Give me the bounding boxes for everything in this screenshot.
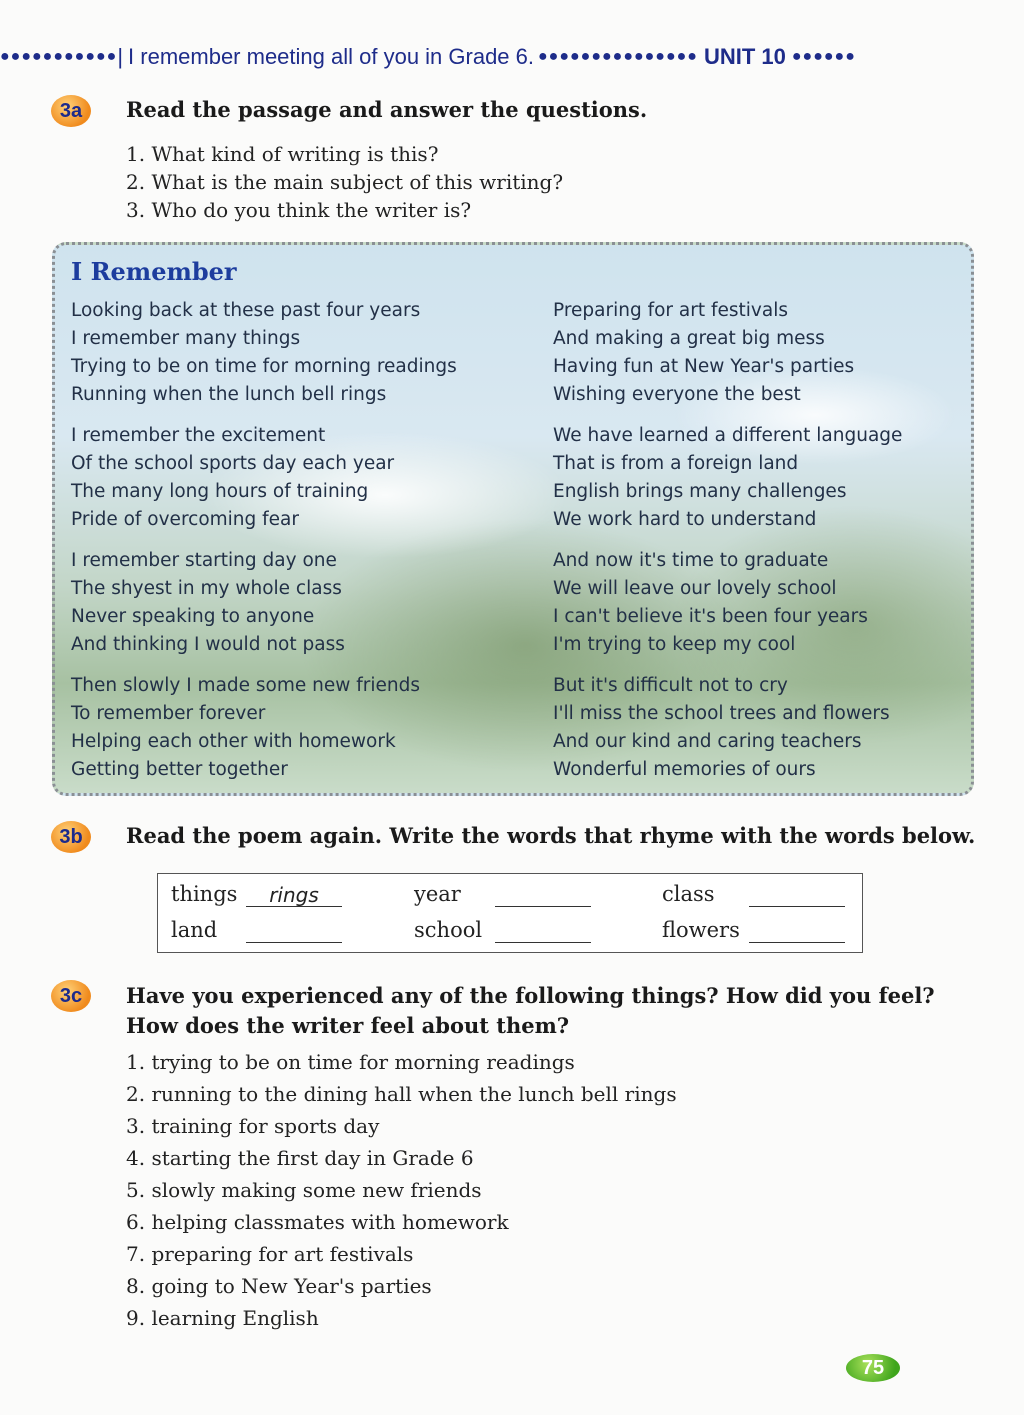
header-title: I remember meeting all of you in Grade 6. bbox=[128, 44, 534, 69]
task-3a-title: Read the passage and answer the questions. bbox=[126, 97, 648, 122]
poem-line: I remember starting day one bbox=[71, 550, 337, 571]
unit-label: UNIT 10 bbox=[703, 44, 786, 69]
poem-line: I remember the excitement bbox=[71, 425, 326, 446]
rhyme-word: things bbox=[171, 882, 238, 906]
poem-line: To remember forever bbox=[71, 703, 266, 724]
poem-line: We work hard to understand bbox=[553, 509, 817, 530]
poem-line: English brings many challenges bbox=[553, 481, 847, 502]
task-badge-3b: 3b bbox=[51, 821, 91, 853]
question-item: 2. What is the main subject of this writing? bbox=[126, 170, 564, 194]
poem-line: That is from a foreign land bbox=[553, 453, 799, 474]
rhyme-word: year bbox=[414, 882, 461, 906]
task-badge-3a: 3a bbox=[51, 95, 91, 127]
poem-stanza bbox=[71, 422, 457, 534]
poem-line: Helping each other with homework bbox=[71, 731, 396, 752]
poem-stanza bbox=[553, 672, 902, 784]
poem-line: I'm trying to keep my cool bbox=[553, 634, 796, 655]
poem-line: We have learned a different language bbox=[553, 425, 903, 446]
poem-line: The many long hours of training bbox=[71, 481, 369, 502]
header-dots-middle: ●●●●●●●●●●●●●●● bbox=[538, 48, 698, 65]
poem-line: I'll miss the school trees and flowers bbox=[553, 703, 890, 724]
poem-title: I Remember bbox=[71, 257, 237, 286]
rhyme-answer-blank[interactable] bbox=[495, 920, 591, 943]
rhyme-word: school bbox=[414, 918, 483, 942]
question-item: 3. Who do you think the writer is? bbox=[126, 198, 472, 222]
poem-line: And thinking I would not pass bbox=[71, 634, 345, 655]
poem-line: And our kind and caring teachers bbox=[553, 731, 862, 752]
list-item: 4. starting the first day in Grade 6 bbox=[126, 1146, 474, 1170]
poem-stanza bbox=[553, 547, 902, 659]
poem-line: Running when the lunch bell rings bbox=[71, 384, 387, 405]
poem-line: Having fun at New Year's parties bbox=[553, 356, 855, 377]
poem-line: I can't believe it's been four years bbox=[553, 606, 868, 627]
task-3c-title-line2: How does the writer feel about them? bbox=[126, 1013, 570, 1038]
poem-line: And making a great big mess bbox=[553, 328, 825, 349]
poem-column-left bbox=[71, 297, 457, 796]
rhyme-word: flowers bbox=[662, 918, 740, 942]
rhyme-word: land bbox=[171, 918, 218, 942]
list-item: 5. slowly making some new friends bbox=[126, 1178, 482, 1202]
header-dots-right: ●●●●●● bbox=[791, 48, 856, 65]
poem-stanza bbox=[553, 297, 902, 409]
poem-line: Pride of overcoming fear bbox=[71, 509, 299, 530]
poem-stanza bbox=[71, 547, 457, 659]
task-3a-questions bbox=[126, 140, 563, 224]
rhyme-table bbox=[157, 873, 863, 953]
rhyme-answer-blank[interactable] bbox=[749, 920, 845, 943]
poem-line: We will leave our lovely school bbox=[553, 578, 837, 599]
task-3c-items bbox=[126, 1046, 677, 1334]
list-item: 9. learning English bbox=[126, 1306, 319, 1330]
poem-line: Then slowly I made some new friends bbox=[71, 675, 421, 696]
poem-line: I remember many things bbox=[71, 328, 301, 349]
list-item: 1. trying to be on time for morning readings bbox=[126, 1050, 575, 1074]
poem-line: But it's difficult not to cry bbox=[553, 675, 788, 696]
poem-line: Never speaking to anyone bbox=[71, 606, 315, 627]
task-badge-3c: 3c bbox=[51, 980, 91, 1012]
poem-line: The shyest in my whole class bbox=[71, 578, 342, 599]
list-item: 8. going to New Year's parties bbox=[126, 1274, 432, 1298]
poem-line: Wonderful memories of ours bbox=[553, 759, 816, 780]
header-dots-left: ●●●●●●●●●●● bbox=[0, 48, 118, 65]
rhyme-answer-blank[interactable] bbox=[495, 884, 591, 907]
poem-stanza bbox=[553, 422, 902, 534]
poem-stanza bbox=[71, 297, 457, 409]
rhyme-word: class bbox=[662, 882, 715, 906]
poem-column-right bbox=[553, 297, 902, 796]
poem-line: Preparing for art festivals bbox=[553, 300, 788, 321]
poem-line: Getting better together bbox=[71, 759, 288, 780]
list-item: 6. helping classmates with homework bbox=[126, 1210, 509, 1234]
list-item: 2. running to the dining hall when the lunch bell rings bbox=[126, 1082, 677, 1106]
poem-line: Of the school sports day each year bbox=[71, 453, 395, 474]
list-item: 3. training for sports day bbox=[126, 1114, 380, 1138]
poem-line: Wishing everyone the best bbox=[553, 384, 801, 405]
rhyme-answer-blank[interactable] bbox=[246, 920, 342, 943]
list-item: 7. preparing for art festivals bbox=[126, 1242, 414, 1266]
rhyme-answer-blank[interactable] bbox=[749, 884, 845, 907]
poem-line: Looking back at these past four years bbox=[71, 300, 421, 321]
poem-line: Trying to be on time for morning readings bbox=[71, 356, 457, 377]
poem-stanza bbox=[71, 672, 457, 784]
page-number: 75 bbox=[846, 1354, 900, 1382]
header-bar: | bbox=[117, 44, 125, 69]
poem-line: And now it's time to graduate bbox=[553, 550, 829, 571]
task-3b-title: Read the poem again. Write the words that rhyme with the words below. bbox=[126, 823, 976, 848]
task-3c-title-line1: Have you experienced any of the following things? How did you feel? bbox=[126, 983, 935, 1008]
question-item: 1. What kind of writing is this? bbox=[126, 142, 439, 166]
poem-box bbox=[52, 242, 974, 796]
rhyme-answer-blank[interactable]: rings bbox=[246, 884, 342, 907]
running-header bbox=[0, 40, 1024, 74]
